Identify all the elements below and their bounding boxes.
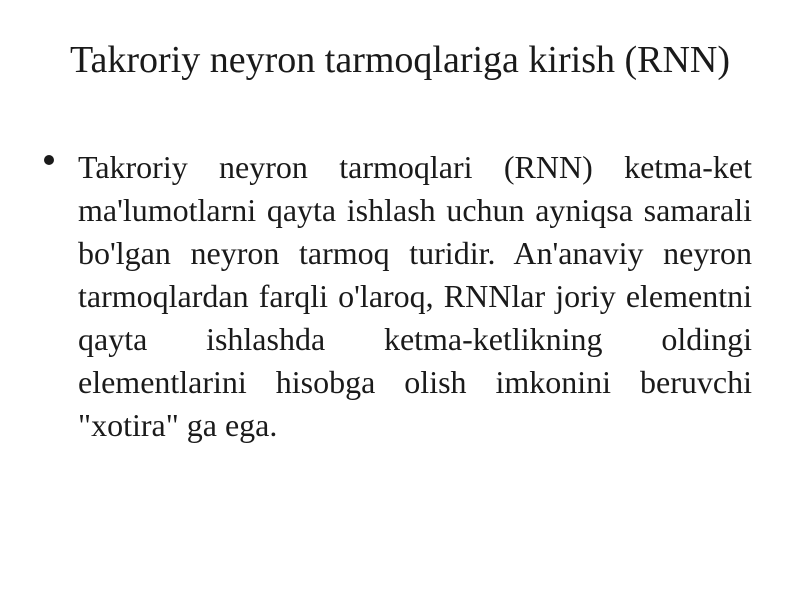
bullet-item [40,146,752,447]
slide-title: Takroriy neyron tarmoqlariga kirish (RNN) [69,39,731,81]
bullet-list [40,146,752,447]
bullet-text: Takroriy neyron tarmoqlari (RNN) ketma-ket ma'lumotlarni qayta ishlash uchun ayniqsa samarali bo'lgan neyron tarmoq turidir. An'anaviy neyron tarmoqlardan farqli o'laroq, RNNlar joriy elementni qayta ishlashda ketma-ketlikning oldingi elementlarini hisobga olish imkonini beruvchi "xotira" ga ega. [78,149,752,443]
bullet-dot-icon [44,155,54,165]
